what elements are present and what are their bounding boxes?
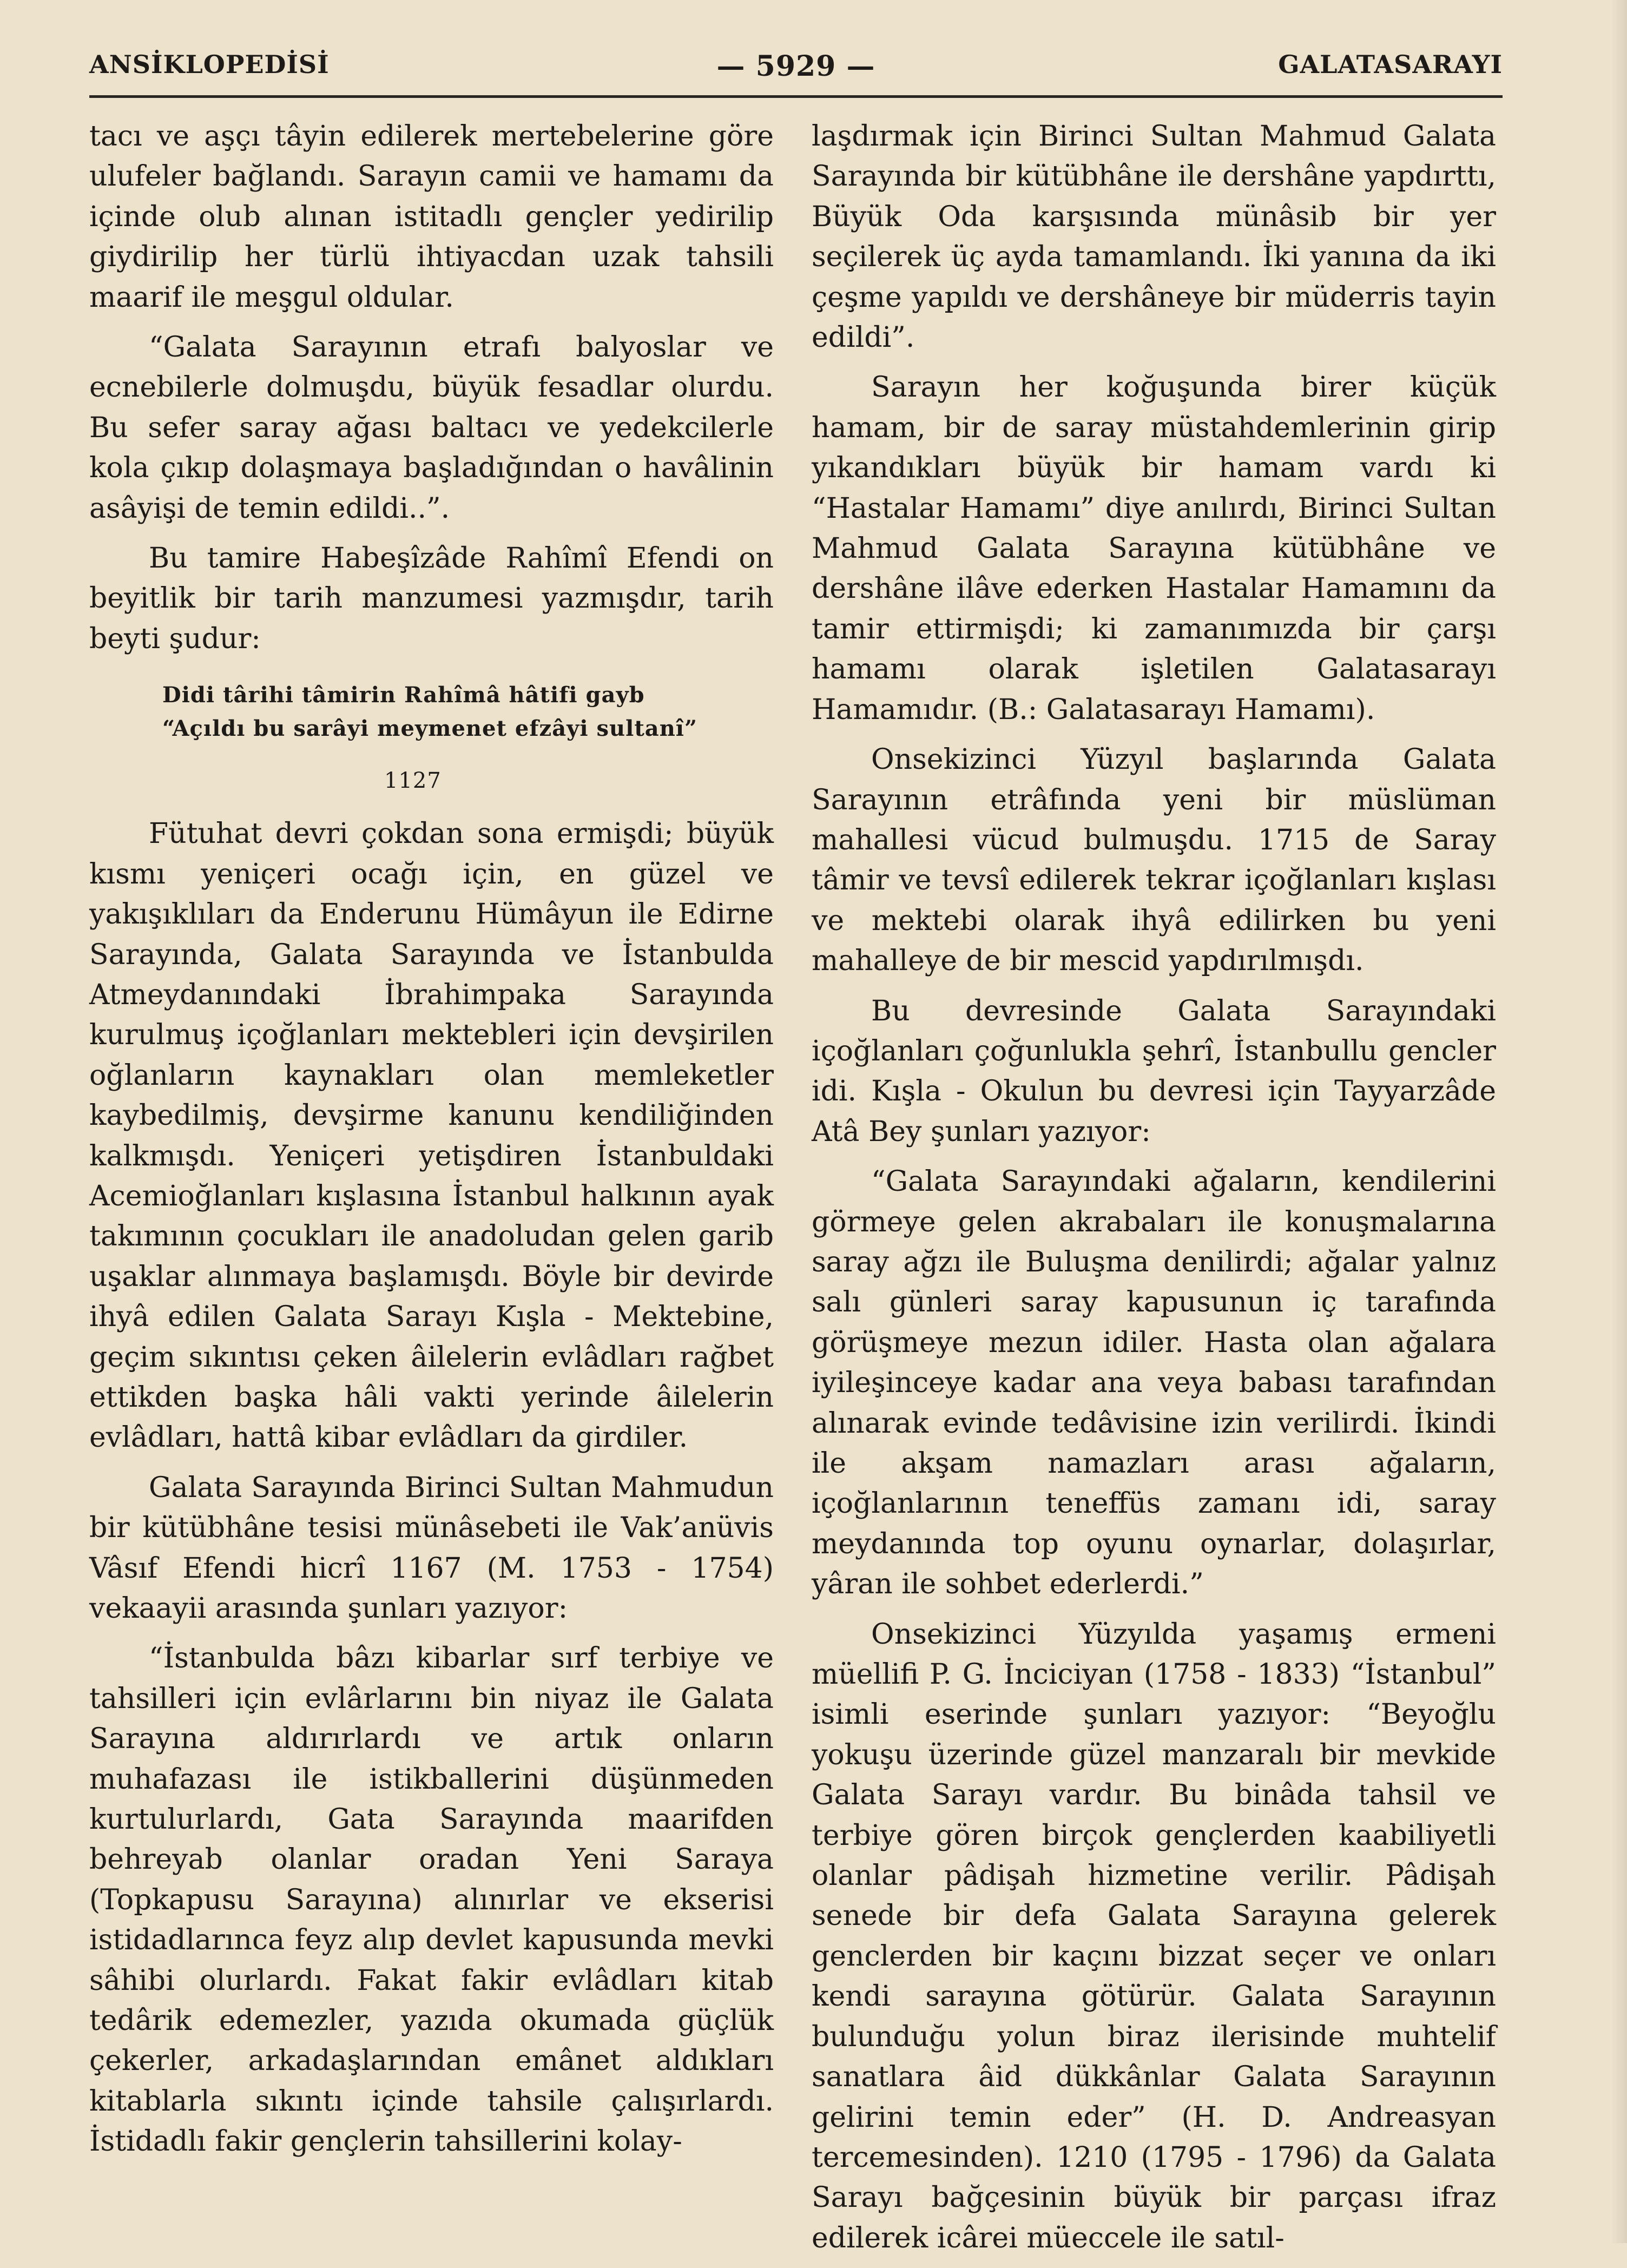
paragraph: laşdırmak için Birinci Sultan Mahmud Galata Sarayında bir kütübhâne ile dershâne yapdırttı, Büyük Oda karşısında münâsib bir yer seçilerek üç ayda tamamlandı. İki yanına da iki çeşme yapıldı ve dershâneye bir müderris tayin edildi”. xyxy=(812,120,1496,354)
verse-line: “Açıldı bu sarâyi meymenet efzâyi sultanî” xyxy=(162,716,697,742)
verse-line: Didi târihi tâmirin Rahîmâ hâtifi gayb xyxy=(162,682,645,708)
paragraph: Fütuhat devri çokdan sona ermişdi; büyük kısmı yeniçeri ocağı için, en güzel ve yakışıklıları da Enderunu Hümâyun ile Edirne Sarayında, Galata Sarayında ve İstanbulda Atmeydanındaki İbrahimpaka Sarayında kurulmuş içoğlanları mektebleri için devşirilen oğlanların kaynakları olan memleketler kaybedilmiş, devşirme kanunu kendiliğinden kalkmışdı. Yeniçeri yetişdiren İstanbuldaki Acemioğlanları kışlasına İstanbul halkının ayak takımının çocukları ile anadoludan gelen garib uşaklar alınmaya başlamışdı. Böyle bir devirde ihyâ edilen Galata Sarayı Kışla - Mektebine, geçim sıkıntısı çeken âilelerin evlâdları rağbet ettikden başka hâli vakti yerinde âilelerin evlâdları, hattâ kibar evlâdları da girdiler. xyxy=(89,817,774,1454)
paragraph: Onsekizinci Yüzyılda yaşamış ermeni müellifi P. G. İnciciyan (1758 - 1833) “İstanbul” isimli eserinde şunları yazıyor: “Beyoğlu yokuşu üzerinde güzel manzaralı bir mevkide Galata Sarayı vardır. Bu binâda tahsil ve terbiye gören birçok gençlerden kaabiliyetli olanlar pâdişah hizmetine verilir. Pâdişah senede bir defa Galata Sarayına gelerek genclerden bir kaçını bizzat seçer ve onları kendi sarayına götürür. Galata Sarayının bulunduğu yolun biraz ilerisinde muhtelif sanatlara âid dükkânlar Galata Sarayının gelirini temin eder” (H. D. Andreasyan tercemesinden). 1210 (1795 - 1796) da Galata Sarayı bağçesinin büyük bir parçası ifraz edilerek icârei müeccele ile satıl- xyxy=(812,1618,1496,2254)
page-number: — 5929 — xyxy=(716,50,875,83)
page-edge-shadow xyxy=(1611,0,1627,2243)
right-column xyxy=(812,116,1496,2268)
paragraph: “İstanbulda bâzı kibarlar sırf terbiye ve tahsilleri için evlârlarını bin niyaz ile Galata Sarayına aldırırlardı ve artık onların muhafazası ile istikballerini düşünmeden kurtulurlardı, Gata Sarayında maarifden behreyab olanlar oradan Yeni Saraya (Topkapusu Sarayına) alınırlar ve ekserisi istidadlarınca feyz alıp devlet kapusunda mevki sâhibi olurlardı. Fakat fakir evlâdları kitab tedârik edemezler, yazıda okumada güçlük çekerler, arkadaşlarından emânet aldıkları kitablarla sıkıntı içinde tahsile çalışırlardı. İstidadlı fakir gençlerin tahsillerini kolay- xyxy=(89,1642,774,2158)
header-article-title: GALATASARAYI xyxy=(1278,50,1503,79)
verse-year: 1127 xyxy=(384,768,442,794)
paragraph: “Galata Sarayının etrafı balyoslar ve ecnebilerle dolmuşdu, büyük fesadlar olurdu. Bu sefer saray ağası baltacı ve yedekcilerle kola çıkıp dolaşmaya başladığından o havâlinin asâyişi de temin edildi..”. xyxy=(89,331,774,525)
paragraph: “Galata Sarayındaki ağaların, kendilerini görmeye gelen akrabaları ile konuşmalarına saray ağzı ile Buluşma denilirdi; ağalar yalnız salı günleri saray kapusunun iç tarafında görüşmeye mezun idiler. Hasta olan ağalara iyileşinceye kadar ana veya babası tarafından alınarak evinde tedâvisine izin verilirdi. İkindi ile akşam namazları arası ağaların, içoğlanlarının teneffüs zamanı idi, saray meydanında top oyunu oynarlar, dolaşırlar, yâran ile sohbet ederlerdi.” xyxy=(812,1165,1496,1601)
page-header xyxy=(89,50,1503,93)
paragraph: Onsekizinci Yüzyıl başlarında Galata Sarayının etrâfında yeni bir müslüman mahallesi vücud bulmuşdu. 1715 de Saray tâmir ve tevsî edilerek tekrar içoğlanları kışlası ve mektebi olarak ihyâ edilirken bu yeni mahalleye de bir mescid yapdırılmışdı. xyxy=(812,743,1496,978)
left-column xyxy=(89,116,774,2172)
paragraph: Bu devresinde Galata Sarayındaki içoğlanları çoğunlukla şehrî, İstanbullu gencler idi. Kışla - Okulun bu devresi için Tayyarzâde Atâ Bey şunları yazıyor: xyxy=(812,994,1496,1148)
header-rule xyxy=(89,95,1503,98)
header-encyclopedia-title: ANSİKLOPEDİSİ xyxy=(89,50,330,79)
paragraph: tacı ve aşçı tâyin edilerek mertebelerine göre ulufeler bağlandı. Sarayın camii ve hamamı da içinde olub alınan istitadlı gençler yedirilip giydirilip her türlü ihtiyacdan uzak tahsili maarif ile meşgul oldular. xyxy=(89,120,774,314)
paragraph: Sarayın her koğuşunda birer küçük hamam, bir de saray müstahdemlerinin girip yıkandıkları büyük bir hamam vardı ki “Hastalar Hamamı” diye anılırdı, Birinci Sultan Mahmud Galata Sarayına kütübhâne ve dershâne ilâve ederken Hastalar Hamamını da tamir ettirmişdi; ki zamanımızda bir çarşı hamamı olarak işletilen Galatasarayı Hamamıdır. (B.: Galatasarayı Hamamı). xyxy=(812,371,1496,726)
paragraph: Galata Sarayında Birinci Sultan Mahmudun bir kütübhâne tesisi münâsebeti ile Vak’anüvis Vâsıf Efendi hicrî 1167 (M. 1753 - 1754) vekaayii arasında şunları yazıyor: xyxy=(89,1471,774,1625)
verse-block xyxy=(89,678,774,797)
paragraph: Bu tamire Habeşîzâde Rahîmî Efendi on beyitlik bir tarih manzumesi yazmışdır, tarih beyti şudur: xyxy=(89,542,774,655)
